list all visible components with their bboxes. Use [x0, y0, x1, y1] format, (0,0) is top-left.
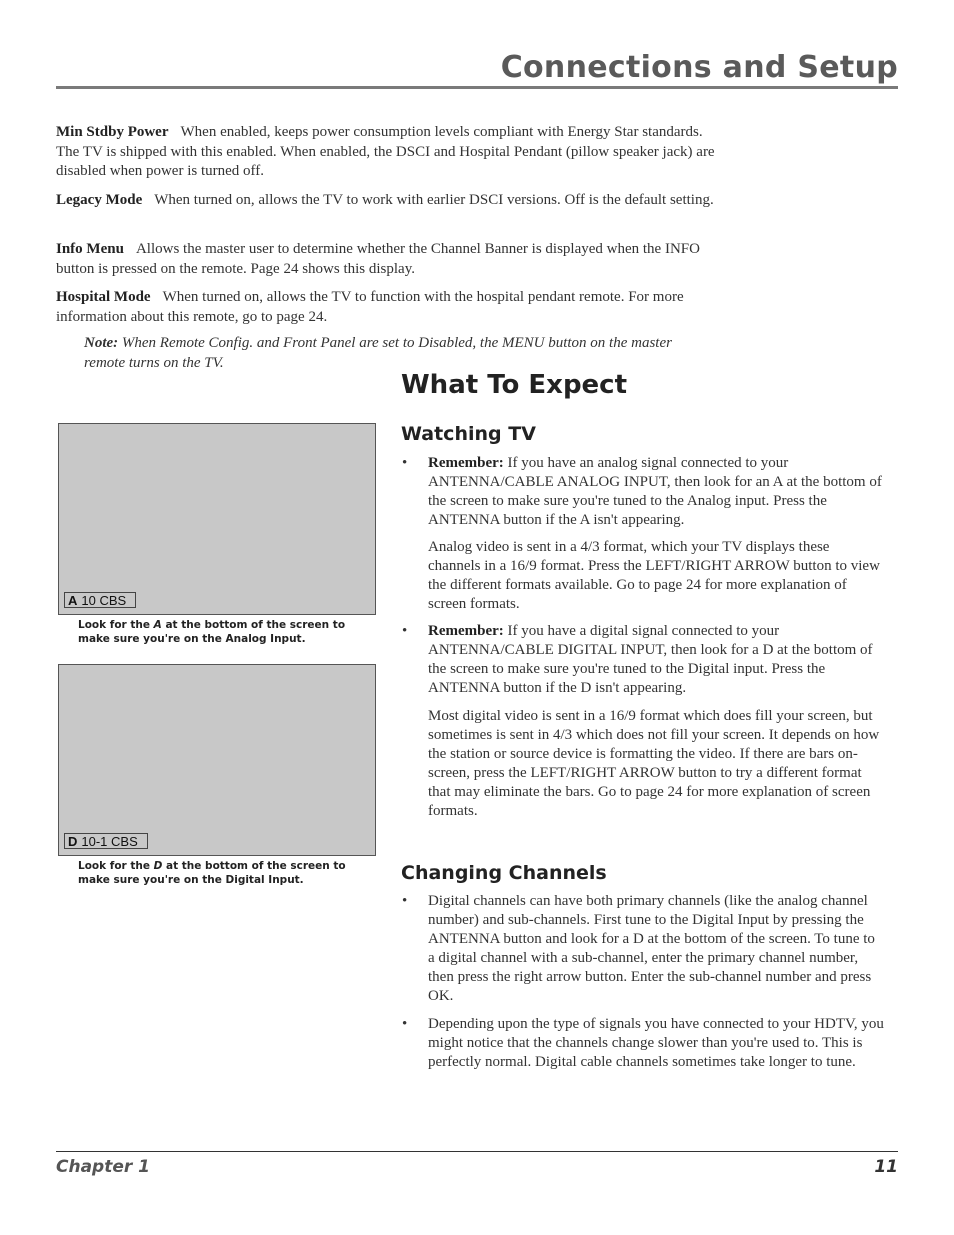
setting-term: Info Menu	[56, 241, 124, 257]
footer-rule	[56, 1151, 898, 1152]
bullet-text: If you have a digital signal connected to your ANTENNA/CABLE DIGITAL INPUT, then look for a D at the bottom of the screen to make sure you're tuned to the Digital input. Press the ANTENNA button if the D isn't appearing.	[428, 623, 873, 696]
digital-indicator: D	[68, 834, 78, 849]
caption-letter: A	[153, 619, 162, 631]
bullet-dot: •	[402, 623, 408, 639]
note	[84, 334, 704, 373]
setting-text: Allows the master user to determine whether the Channel Banner is displayed when the INFO button is pressed on the remote. Page 24 shows this display.	[56, 241, 700, 277]
setting-term: Legacy Mode	[56, 192, 143, 208]
header-rule	[56, 86, 898, 89]
bullet-text: If you have an analog signal connected to your ANTENNA/CABLE ANALOG INPUT, then look for an A at the bottom of the screen to make sure you're tuned to the Analog input. Press the ANTENNA button if the A isn't appearing.	[428, 455, 882, 528]
note-label: Note:	[84, 335, 119, 351]
channel-label: 10-1 CBS	[81, 834, 138, 849]
caption-text: Look for the	[78, 860, 154, 872]
channel-banner-digital	[64, 833, 148, 849]
watching-bullet-digital	[402, 622, 884, 698]
watching-para-digital: Most digital video is sent in a 16/9 format which does fill your screen, but sometimes is sent in 4/3 which does not fill your screen. It depends on how the station or source device is formatting the video. If there are bars on-screen, press the LEFT/RIGHT ARROW button to try a different format that may eliminate the bars. Go to page 24 for more explanation of screen formats.	[428, 708, 880, 819]
analog-indicator: A	[68, 593, 78, 608]
changing-channels-heading: Changing Channels	[401, 862, 607, 884]
setting-hospital-mode	[56, 288, 728, 327]
setting-text: When turned on, allows the TV to function with the hospital pendant remote. For more information about this remote, go to page 24.	[56, 289, 684, 325]
setting-legacy-mode	[56, 191, 728, 211]
bullet-dot: •	[402, 893, 408, 909]
setting-term: Min Stdby Power	[56, 124, 169, 140]
caption-text: at the bottom of the screen to make sure you're on the Digital Input.	[78, 860, 346, 886]
setting-text: When turned on, allows the TV to work with earlier DSCI versions. Off is the default setting.	[154, 192, 714, 208]
watching-para-analog: Analog video is sent in a 4/3 format, which your TV displays these channels in a 16/9 format. Press the LEFT/RIGHT ARROW button to view the different formats available. Go to page 24 for more explanation of screen formats.	[428, 539, 880, 612]
bullet-text: Depending upon the type of signals you have connected to your HDTV, you might notice that the channels change slower than you're used to. This is perfectly normal. Digital cable channels sometimes take longer to tune.	[428, 1016, 884, 1070]
bullet-text: Digital channels can have both primary channels (like the analog channel number) and sub-channels. First tune to the Digital Input by pressing the ANTENNA button and look for a D at the bottom of the screen. To tune to a digital channel with a sub-channel, enter the primary channel number, then press the right arrow button. Enter the sub-channel number and press OK.	[428, 893, 875, 1004]
watching-bullet-analog	[402, 454, 884, 530]
note-text: When Remote Config. and Front Panel are set to Disabled, the MENU button on the master remote turns on the TV.	[84, 335, 672, 371]
watching-tv-heading: Watching TV	[401, 423, 536, 445]
analog-screen-caption	[78, 618, 368, 646]
digital-screen-illustration	[58, 664, 376, 856]
changing-bullet-subchannels	[402, 892, 884, 1006]
channel-label: 10 CBS	[81, 593, 127, 608]
setting-term: Hospital Mode	[56, 289, 151, 305]
bullet-dot: •	[402, 1016, 408, 1032]
caption-text: Look for the	[78, 619, 154, 631]
page-header-title: Connections and Setup	[500, 50, 898, 85]
setting-info-menu	[56, 240, 728, 279]
caption-letter: D	[153, 860, 163, 872]
channel-banner-analog	[64, 592, 136, 608]
caption-text: at the bottom of the screen to make sure you're on the Analog Input.	[78, 619, 346, 645]
setting-text: When enabled, keeps power consumption levels compliant with Energy Star standards. The TV is shipped with this enabled. When enabled, the DSCI and Hospital Pendant (pillow speaker jack) are disabled when power is turned off.	[56, 124, 715, 179]
analog-screen-illustration	[58, 423, 376, 615]
changing-bullet-speed	[402, 1015, 884, 1072]
bullet-label: Remember:	[428, 623, 504, 639]
bullet-dot: •	[402, 455, 408, 471]
setting-min-stdby-power	[56, 123, 728, 182]
section-title: What To Expect	[401, 370, 628, 400]
bullet-label: Remember:	[428, 455, 504, 471]
footer-chapter: Chapter 1	[56, 1157, 151, 1177]
digital-screen-caption	[78, 859, 368, 887]
footer-page-number: 11	[874, 1157, 898, 1177]
